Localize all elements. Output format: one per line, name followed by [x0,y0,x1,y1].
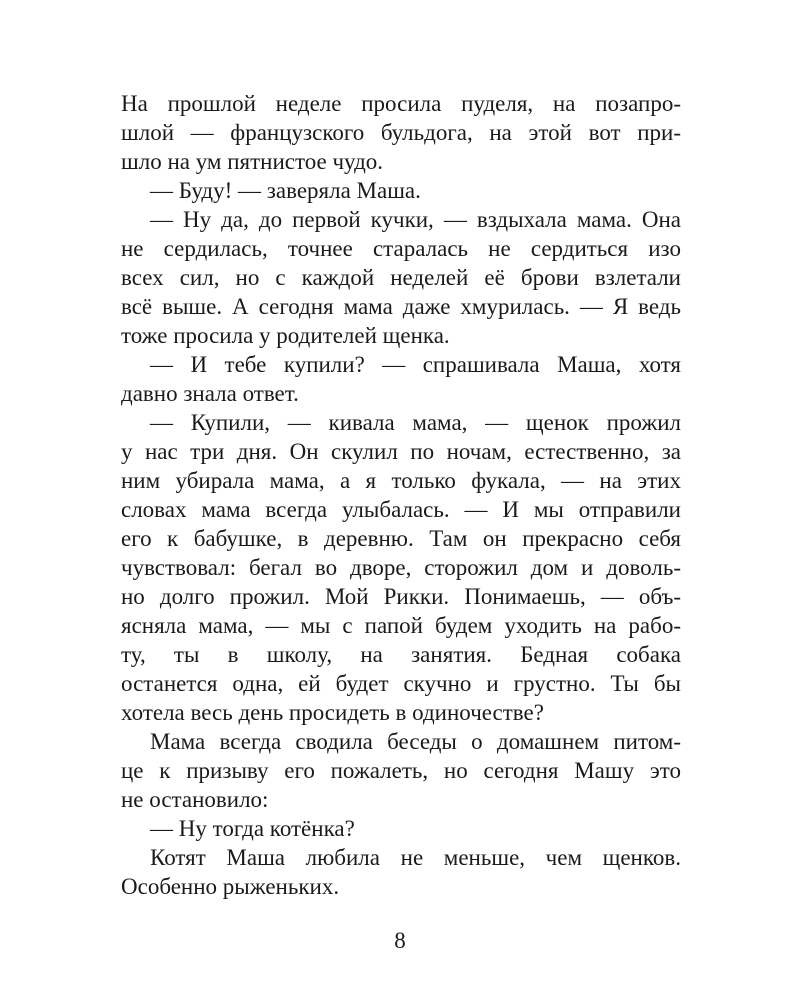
text-line: — Буду! — заверяла Маша. [150,178,421,203]
text-line: останется одна, ей будет скучно и грустно. Ты бы [121,671,681,696]
text-line: шлой — французского бульдога, на этой вот при- [121,120,681,145]
text-line: но долго прожил. Мой Рикки. Понимаешь, — объ- [121,584,681,609]
text-line: хотела весь день просидеть в одиночестве? [121,700,544,725]
text-line: не остановило: [121,787,269,812]
text-line: его к бабушке, в деревню. Там он прекрасно себя [121,526,681,551]
text-line: — Купили, — кивала мама, — щенок прожил [150,410,681,435]
text-line: — Ну да, до первой кучки, — вздыхала мама. Она [150,207,681,232]
text-line: це к призыву его пожалеть, но сегодня Машу это [121,758,681,783]
text-line: Особенно рыженьких. [121,874,340,899]
text-line: словах мама всегда улыбалась. — И мы отправили [121,497,681,522]
text-line: у нас три дня. Он скулил по ночам, естественно, за [121,439,681,464]
text-line: чувствовал: бегал во дворе, сторожил дом и доволь- [121,555,681,580]
body-text [121,89,681,901]
text-line: ним убирала мама, а я только фукала, — на этих [121,468,681,493]
text-line: давно знала ответ. [121,381,299,406]
text-line: не сердилась, точнее старалась не сердиться изо [121,236,681,261]
text-line: ту, ты в школу, на занятия. Бедная собака [121,642,681,667]
text-line: ясняла мама, — мы с папой будем уходить на рабо- [121,613,681,638]
text-line: всё выше. А сегодня мама даже хмурилась. — Я ведь [121,294,681,319]
text-line: Мама всегда сводила беседы о домашнем питом- [150,729,681,754]
text-line: шло на ум пятнистое чудо. [121,149,384,174]
text-line: Котят Маша любила не меньше, чем щенков. [150,845,681,870]
text-line: всех сил, но с каждой неделей её брови взлетали [121,265,681,290]
text-line: тоже просила у родителей щенка. [121,323,450,348]
text-line: — И тебе купили? — спрашивала Маша, хотя [150,352,681,377]
text-line: На прошлой неделе просила пуделя, на позапро- [121,91,681,116]
text-line: — Ну тогда котёнка? [150,816,355,841]
page-number: 8 [394,928,406,953]
